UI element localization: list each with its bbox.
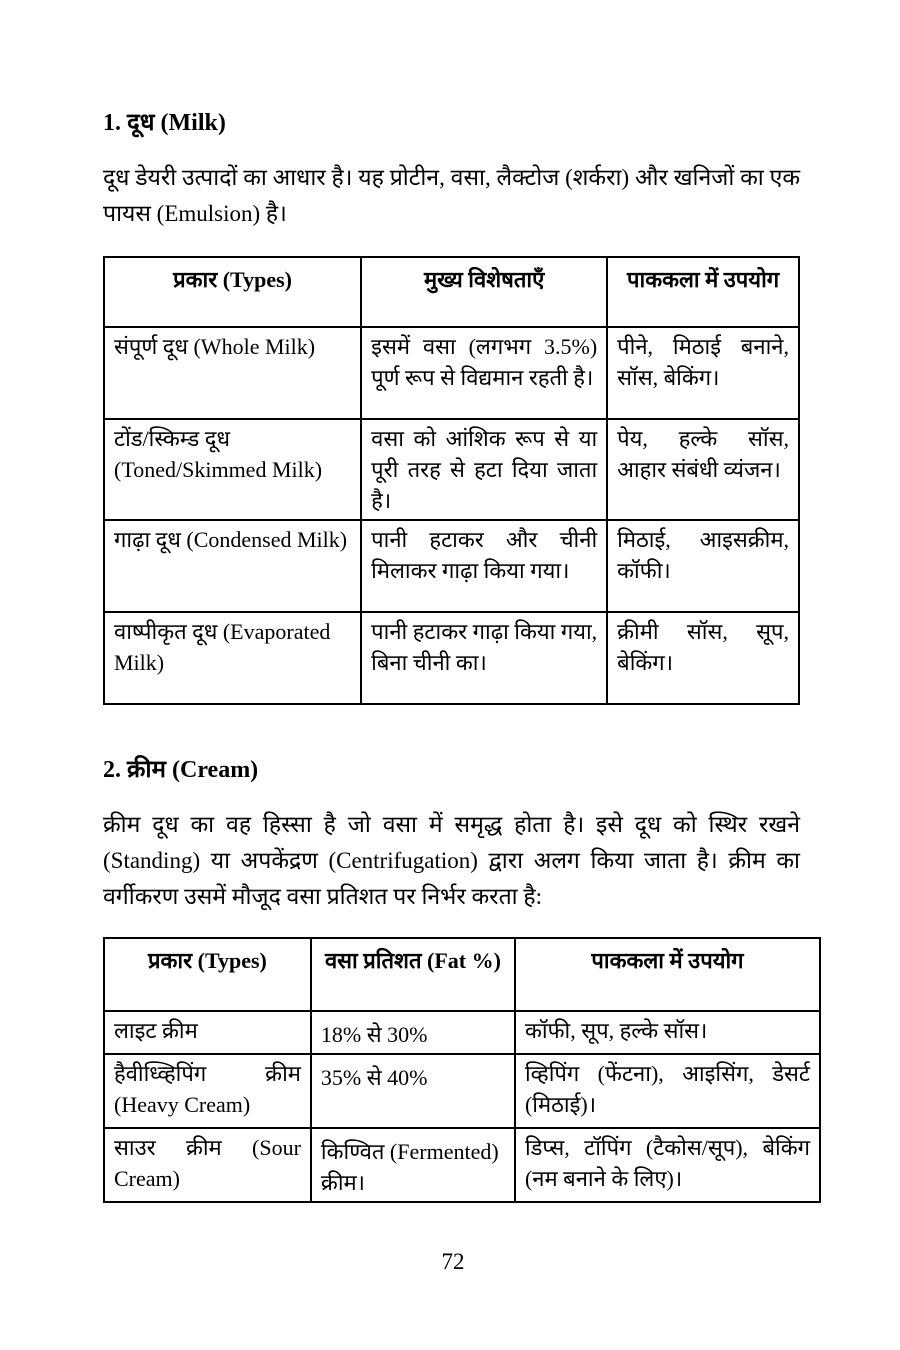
table-row [104,1054,820,1128]
section-1-heading: 1. दूध (Milk) [103,110,226,136]
cream-types-table [103,937,821,1203]
table-cell: पानी हटाकर गाढ़ा किया गया, बिना चीनी का। [361,612,607,704]
table-row [104,419,799,520]
header-cell: पाककला में उपयोग [607,257,799,327]
table-cell: वाष्पीकृत दूध (Evaporated Milk) [104,612,361,704]
table-cell: हैवीध्व्हिपिंग क्रीम (Heavy Cream) [104,1054,311,1128]
table-row [104,520,799,612]
header-cell: प्रकार (Types) [104,257,361,327]
table-row [104,1011,820,1054]
table-cell: क्रीमी सॉस, सूप, बेकिंग। [607,612,799,704]
table-cell: कॉफी, सूप, हल्के सॉस। [515,1011,820,1054]
header-cell: वसा प्रतिशत (Fat %) [311,938,515,1011]
section-1-paragraph: दूध डेयरी उत्पादों का आधार है। यह प्रोटीन, वसा, लैक्टोज (शर्करा) और खनिजों का एक पायस (Emulsion) है। [103,165,800,226]
section-2-paragraph: क्रीम दूध का वह हिस्सा है जो वसा में समृद्ध होता है। इसे दूध को स्थिर रखने (Standing) या अपकेंद्रण (Centrifugation) द्वारा अलग किया जाता है। क्रीम का वर्गीकरण उसमें मौजूद वसा प्रतिशत पर निर्भर करता है: [103,812,800,909]
header-cell: मुख्य विशेषताएँ [361,257,607,327]
table-cell: गाढ़ा दूध (Condensed Milk) [104,520,361,612]
table-cell: संपूर्ण दूध (Whole Milk) [104,327,361,419]
table-row [104,612,799,704]
section-2-heading: 2. क्रीम (Cream) [103,757,259,783]
table-row [104,327,799,419]
table-cell: मिठाई, आइसक्रीम, कॉफी। [607,520,799,612]
table-cell: 18% से 30% [311,1011,515,1054]
table-cell: साउर क्रीम (Sour Cream) [104,1128,311,1202]
table-cell: 35% से 40% [311,1054,515,1128]
table-cell: लाइट क्रीम [104,1011,311,1054]
table-cell: पीने, मिठाई बनाने, सॉस, बेकिंग। [607,327,799,419]
table-cell: टोंड/स्किम्ड दूध (Toned/Skimmed Milk) [104,419,361,520]
header-cell: प्रकार (Types) [104,938,311,1011]
milk-types-table [103,256,800,705]
page-content [103,0,823,1275]
header-row [104,257,799,327]
header-cell: पाककला में उपयोग [515,938,820,1011]
table-cell: पानी हटाकर और चीनी मिलाकर गाढ़ा किया गया। [361,520,607,612]
table-cell: इसमें वसा (लगभग 3.5%) पूर्ण रूप से विद्यमान रहती है। [361,327,607,419]
table-cell: किण्वित (Fermented) क्रीम। [311,1128,515,1202]
table-cell: व्हिपिंग (फेंटना), आइसिंग, डेसर्ट (मिठाई)। [515,1054,820,1128]
page-number: 72 [441,1249,465,1274]
header-row [104,938,820,1011]
table-cell: डिप्स, टॉपिंग (टैकोस/सूप), बेकिंग (नम बनाने के लिए)। [515,1128,820,1202]
table-cell: वसा को आंशिक रूप से या पूरी तरह से हटा दिया जाता है। [361,419,607,520]
table-cell: पेय, हल्के सॉस, आहार संबंधी व्यंजन। [607,419,799,520]
table-row [104,1128,820,1202]
